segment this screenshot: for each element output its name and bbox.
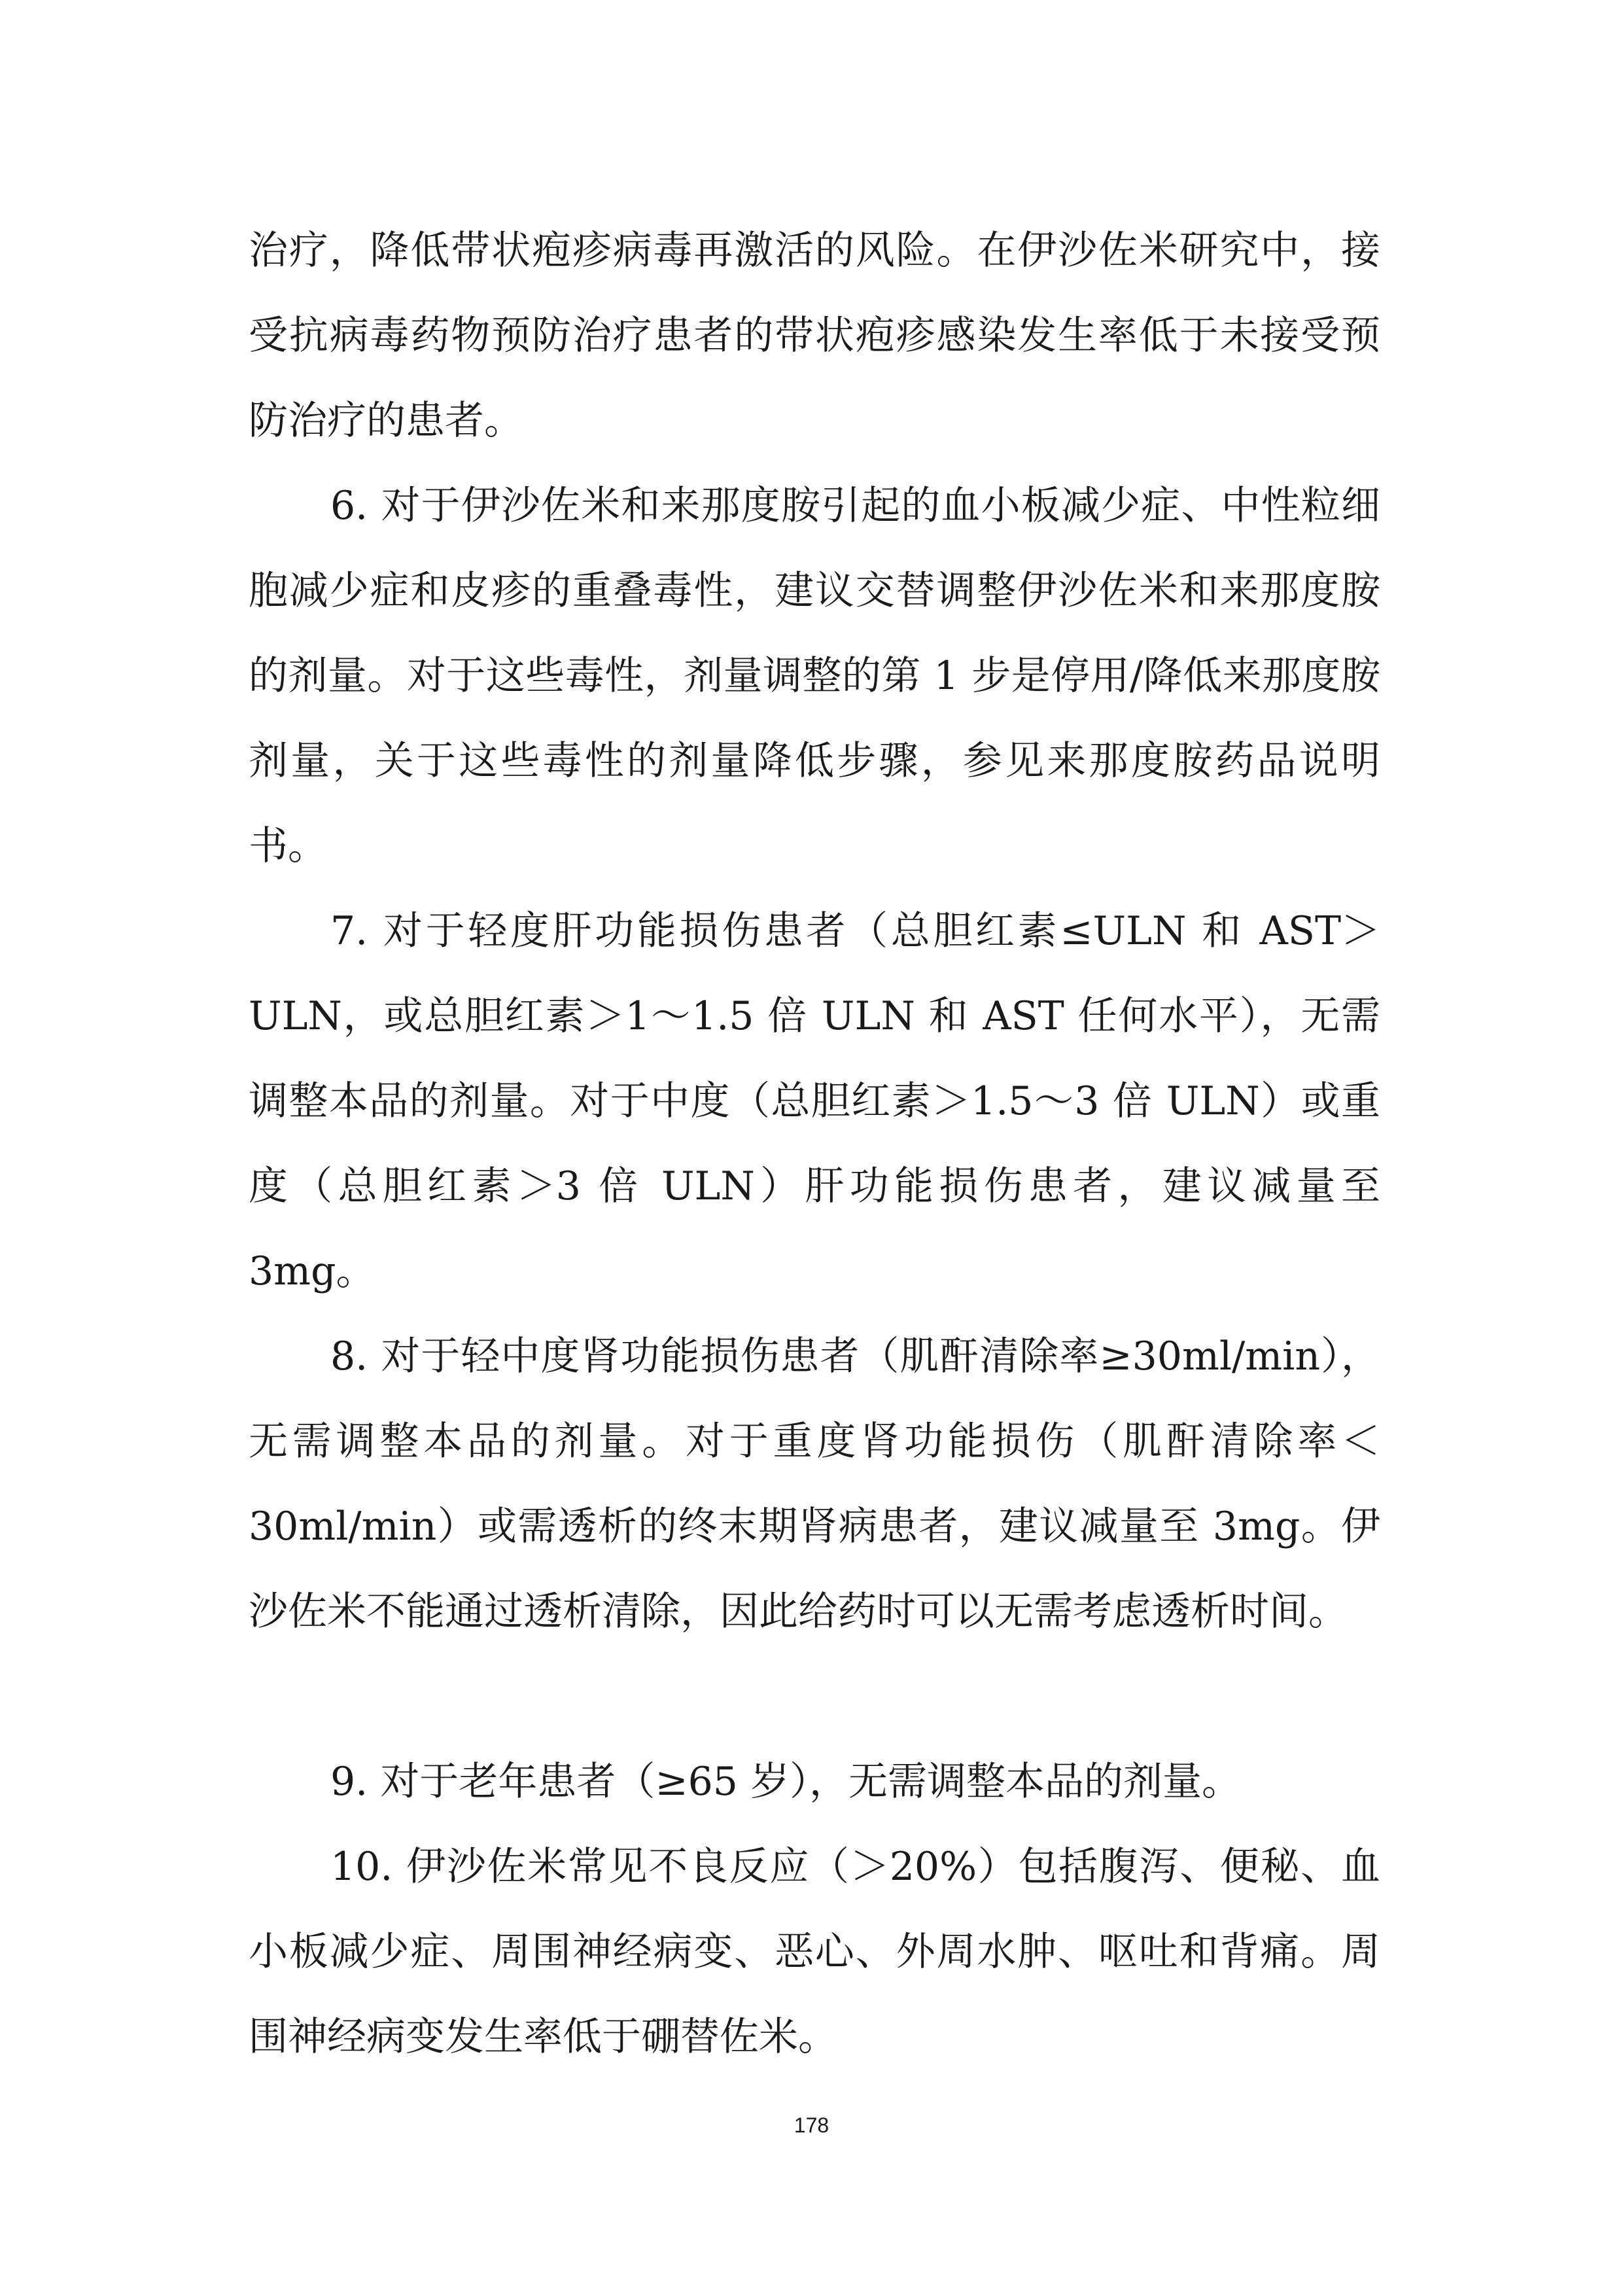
paragraph-item-10: 10. 伊沙佐米常见不良反应（＞20%）包括腹泻、便秘、血小板减少症、周围神经病变、恶心、外周水肿、呕吐和背痛。周围神经病变发生率低于硼替佐米。 bbox=[249, 1844, 1380, 2060]
paragraph-item-6: 6. 对于伊沙佐米和来那度胺引起的血小板减少症、中性粒细胞减少症和皮疹的重叠毒性，建议交替调整伊沙佐米和来那度胺的剂量。对于这些毒性，剂量调整的第 1 步是停用/降低来那度胺剂量，关于这些毒性的剂量降低步骤，参见来那度胺药品说明书。 bbox=[249, 483, 1380, 869]
paragraph-item-7: 7. 对于轻度肝功能损伤患者（总胆红素≤ULN 和 AST＞ULN，或总胆红素＞1～1.5 倍 ULN 和 AST 任何水平），无需调整本品的剂量。对于中度（总胆红素＞1.5～3 倍 ULN）或重度（总胆红素＞3 倍 ULN）肝功能损伤患者，建议减量至 3mg。 bbox=[249, 908, 1380, 1294]
page-number: 178 bbox=[794, 2113, 829, 2137]
paragraph-item-9: 9. 对于老年患者（≥65 岁），无需调整本品的剂量。 bbox=[330, 1759, 1242, 1805]
paragraph-item-8: 8. 对于轻中度肾功能损伤患者（肌酐清除率≥30ml/min），无需调整本品的剂量。对于重度肾功能损伤（肌酐清除率＜30ml/min）或需透析的终末期肾病患者，建议减量至 3mg。伊沙佐米不能通过透析清除，因此给药时可以无需考虑透析时间。 bbox=[249, 1333, 1380, 1634]
paragraph-continuation: 治疗，降低带状疱疹病毒再激活的风险。在伊沙佐米研究中，接受抗病毒药物预防治疗患者的带状疱疹感染发生率低于未接受预防治疗的患者。 bbox=[249, 228, 1380, 444]
